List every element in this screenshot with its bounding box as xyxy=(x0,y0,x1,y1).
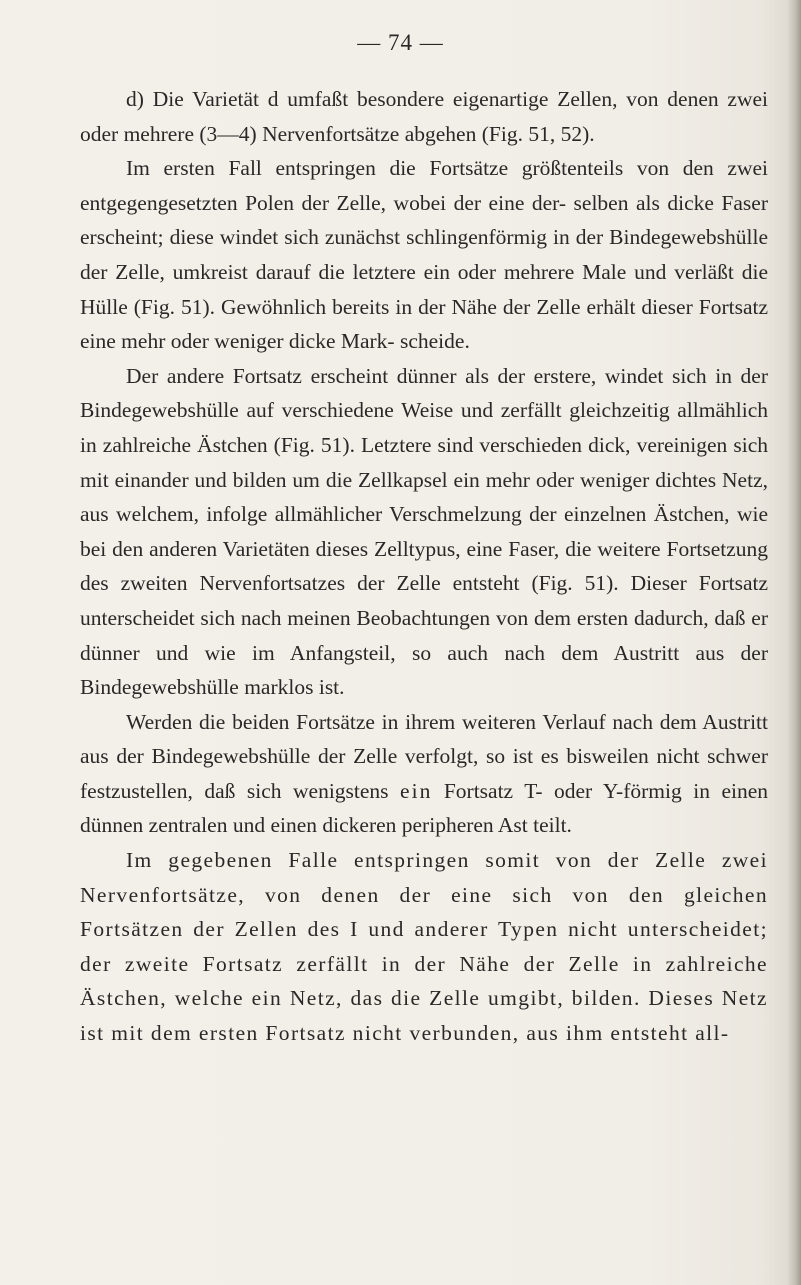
emphasized-word: ein xyxy=(400,778,433,803)
paragraph-3: Der andere Fortsatz erscheint dünner als der erstere, windet sich in der Bindegewebshülle auf verschiedene Weise und zerfällt gleichzeitig allmählich in zahlreiche Ästchen (Fig. 51). Letztere sind verschieden dick, vereinigen sich mit einander und bilden um die Zellkapsel ein mehr oder weniger dichtes Netz, aus welchem, infolge allmählicher Verschmelzung der einzelnen Ästchen, wie bei den anderen Varietäten dieses Zelltypus, eine Faser, die weitere Fortsetzung des zweiten Nervenfortsatzes der Zelle entsteht (Fig. 51). Dieser Fortsatz unterscheidet sich nach meinen Beobachtungen von dem ersten dadurch, daß er dünner und wie im Anfangsteil, so auch nach dem Austritt aus der Bindegewebshülle marklos ist. xyxy=(80,363,768,700)
paragraph-4-part-1: Werden die beiden Fortsätze in ihrem weiteren Verlauf nach dem Austritt aus der Bindegewebshülle der Zelle verfolgt, so ist es bisweilen nicht schwer festzustellen, daß sich wenigstens xyxy=(80,709,768,803)
paragraph-5: Im gegebenen Falle entspringen somit von der Zelle zwei Nervenfortsätze, von denen der eine sich von den gleichen Fortsätzen der Zellen des I und anderer Typen nicht unterscheidet; der zweite Fortsatz zerfällt in der Nähe der Zelle in zahlreiche Ästchen, welche ein Netz, das die Zelle umgibt, bilden. Dieses Netz ist mit dem ersten Fortsatz nicht verbunden, aus ihm entsteht all- xyxy=(80,848,768,1046)
paragraph-1: d) Die Varietät d umfaßt besondere eigenartige Zellen, von denen zwei oder mehrere (3—4) Nervenfortsätze abgehen (Fig. 51, 52). xyxy=(80,87,768,146)
page-edge-shadow xyxy=(787,0,801,1285)
body-text xyxy=(80,82,768,1051)
paragraph-2: Im ersten Fall entspringen die Fortsätze größtenteils von den zwei entgegengesetzten Polen der Zelle, wobei der eine der- selben als dicke Faser erscheint; diese windet sich zunächst schlingenförmig in der Bindegewebshülle der Zelle, umkreist darauf die letztere ein oder mehrere Male und verläßt die Hülle (Fig. 51). Gewöhnlich bereits in der Nähe der Zelle erhält dieser Fortsatz eine mehr oder weniger dicke Mark- scheide. xyxy=(80,156,768,354)
paragraph-4 xyxy=(80,705,768,843)
page-number: — 74 — xyxy=(357,30,444,55)
paragraph-4-part-2: Fortsatz T- oder Y-förmig in einen dünnen zentralen und einen dickeren peripheren Ast teilt. xyxy=(80,778,769,838)
